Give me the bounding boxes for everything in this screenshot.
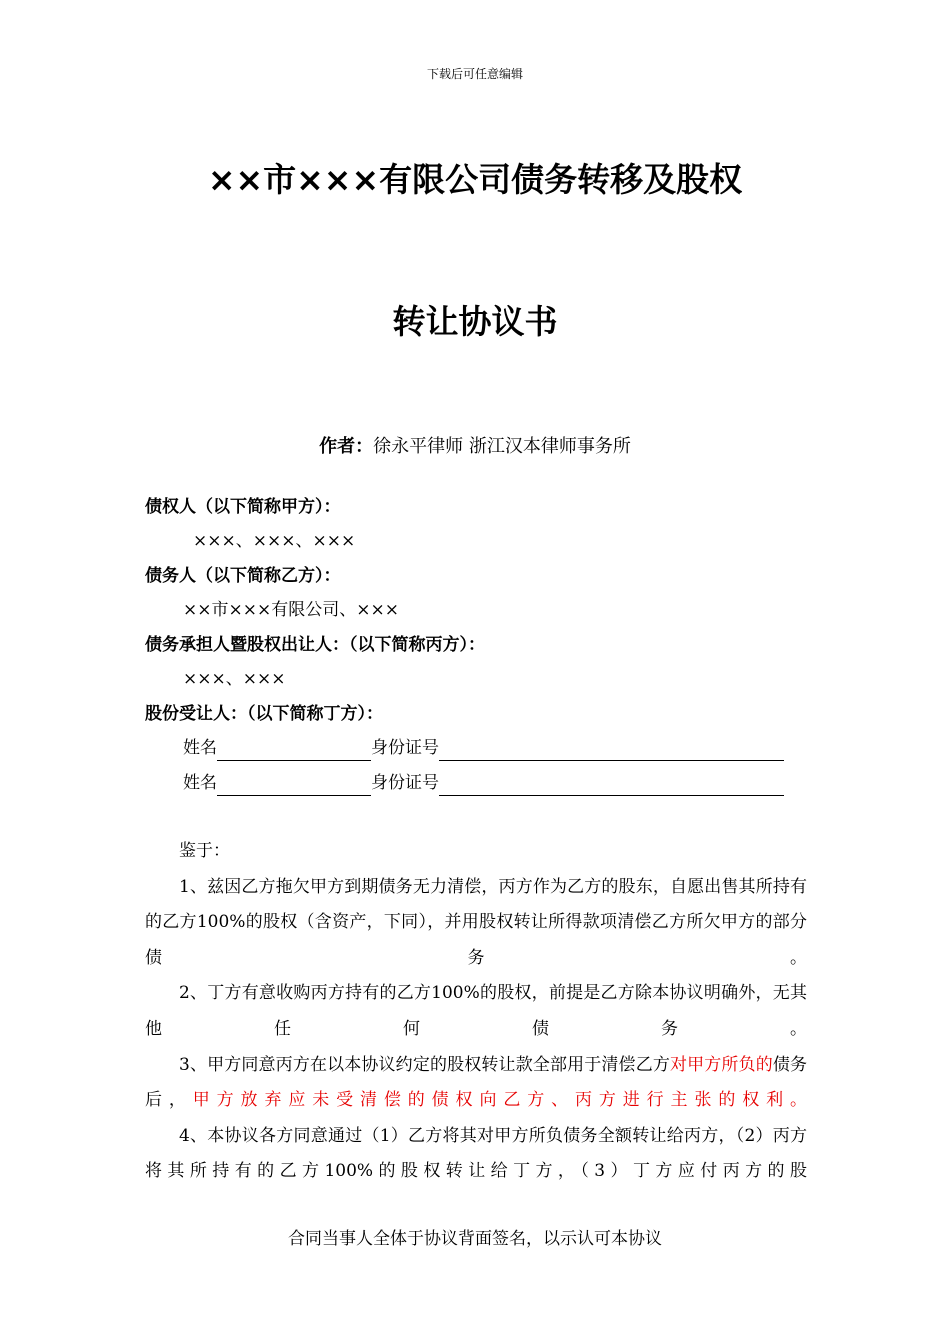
creditor-value: ×××、×××、××× — [193, 531, 356, 551]
debtor-label: 债务人（以下简称乙方）： — [145, 566, 341, 586]
id-label: 身份证号 — [371, 773, 439, 793]
document-title-line1: ××市×××有限公司债务转移及股权 — [207, 160, 743, 199]
whereas-label: 鉴于： — [179, 841, 230, 861]
name-label: 姓名 — [183, 773, 217, 793]
name-blank[interactable] — [217, 740, 371, 761]
id-label: 身份证号 — [371, 738, 439, 758]
assignor-label: 债务承担人暨股权出让人：（以下简称丙方）： — [145, 635, 485, 655]
header-note: 下载后可任意编辑 — [426, 67, 523, 81]
clause-3-part-c: 债务后， — [145, 1054, 808, 1111]
signature-row-1 — [183, 735, 784, 761]
signature-row-2 — [183, 770, 784, 796]
author-label: 作者： — [319, 436, 374, 457]
author-line — [0, 434, 950, 460]
debtor-value: ××市×××有限公司、××× — [183, 600, 399, 620]
clause-4: 4、本协议各方同意通过（1）乙方将其对甲方所负债务全额转让给丙方，（2）丙方将其所持有的乙方100%的股权转让给丁方，（3）丁方应付丙方的股 — [145, 1125, 807, 1182]
footer-note: 合同当事人全体于协议背面签名，以示认可本协议 — [288, 1229, 662, 1249]
clause-2: 2、丁方有意收购丙方持有的乙方100%的股权，前提是乙方除本协议明确外，无其他任何债务。 — [145, 983, 807, 1039]
creditor-label: 债权人（以下简称甲方）： — [145, 497, 341, 517]
clause-3-highlight-b: 甲方放弃应未受清偿的债权向乙方、丙方进行主张的权利。 — [192, 1090, 808, 1111]
name-blank[interactable] — [217, 775, 371, 796]
id-blank[interactable] — [439, 775, 784, 796]
clause-1: 1、兹因乙方拖欠甲方到期债务无力清偿，丙方作为乙方的股东，自愿出售其所持有的乙方100%的股权（含资产，下同），并用股权转让所得款项清偿乙方所欠甲方的部分债务。 — [145, 876, 807, 968]
clause-3-part-a: 3、甲方同意丙方在以本协议约定的股权转让款全部用于清偿乙方 — [179, 1054, 670, 1075]
agreement-body — [145, 834, 807, 1190]
id-blank[interactable] — [439, 740, 784, 761]
author-value: 徐永平律师 浙江汉本律师事务所 — [373, 436, 631, 457]
assignee-label: 股份受让人：（以下简称丁方）： — [145, 704, 383, 724]
name-label: 姓名 — [183, 738, 217, 758]
clause-3-highlight-a: 对甲方所负的 — [669, 1054, 773, 1075]
assignor-value: ×××、××× — [183, 669, 286, 689]
clause-3 — [145, 1048, 807, 1119]
document-title-line2: 转让协议书 — [392, 302, 558, 341]
